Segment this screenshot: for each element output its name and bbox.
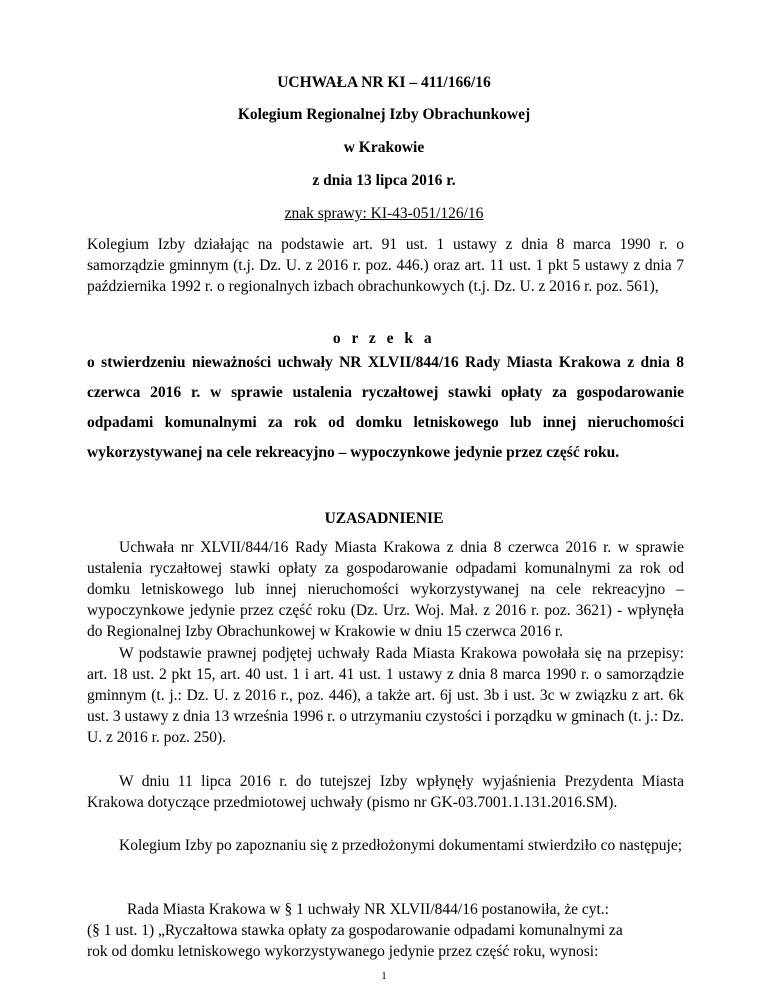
quote-block <box>87 920 684 962</box>
justification-paragraph-2: W podstawie prawnej podjętej uchwały Rada Miasta Krakowa powołała się na przepisy: art. 18 ust. 2 pkt 15, art. 40 ust. 1 i art. 41 ust. 1 ustawy z dnia 8 marca 1990 r. o samorządzie gminnym (t. j.: Dz. U. z 2016 r., poz. 446), a także art. 6j ust. 3b i ust. 3c w związku z art. 6k ust. 3 ustawy z dnia 13 września 1996 r. o utrzymaniu czystości i porządku w gminach (t. j.: Dz. U. z 2016 r. poz. 250). <box>87 645 684 746</box>
resolution-date: z dnia 13 lipca 2016 r. <box>312 172 456 189</box>
decision-text: o stwierdzeniu nieważności uchwały NR XLVII/844/16 Rady Miasta Krakowa z dnia 8 czerwca 2016 r. w sprawie ustalenia ryczałtowej stawki opłaty za gospodarowanie odpadami komunalnymi za rok od domku letniskowego lub innej nieruchomości wykorzystywanej na cele rekreacyjno – wypoczynkowe jedynie przez część roku. <box>87 354 684 461</box>
case-reference: znak sprawy: KI-43-051/126/16 <box>284 205 484 222</box>
legal-basis-paragraph: Kolegium Izby działając na podstawie art. 91 ust. 1 ustawy z dnia 8 marca 1990 r. o samorządzie gminnym (t.j. Dz. U. z 2016 r. poz. 446.) oraz art. 11 ust. 1 pkt 5 ustawy z dnia 7 października 1992 r. o regionalnych izbach obrachunkowych (t.j. Dz. U. z 2016 r. poz. 561), <box>87 236 684 295</box>
justification-paragraph-4: Kolegium Izby po zapoznaniu się z przedłożonymi dokumentami stwierdziło co następuje; <box>119 837 683 854</box>
justification-paragraph-1: Uchwała nr XLVII/844/16 Rady Miasta Krakowa z dnia 8 czerwca 2016 r. w sprawie ustalenia ryczałtowej stawki opłaty za gospodarowanie odpadami komunalnymi za rok od domku letniskowego lub innej nieruchomości wykorzystywanej na cele rekreacyjno – wypoczynkowe jedynie przez część roku (Dz. Urz. Woj. Mał. z 2016 r. poz. 3621) - wpłynęła do Regionalnej Izby Obrachunkowej w Krakowie w dniu 15 czerwca 2016 r. <box>87 539 684 640</box>
institution-city: w Krakowie <box>343 139 425 156</box>
page-number: 1 <box>381 970 387 982</box>
institution-name: Kolegium Regionalnej Izby Obrachunkowej <box>237 106 531 123</box>
justification-paragraph-3: W dniu 11 lipca 2016 r. do tutejszej Izby wpłynęły wyjaśnienia Prezydenta Miasta Krakowa dotyczące przedmiotowej uchwały (pismo nr GK-03.7001.1.131.2016.SM). <box>87 773 684 811</box>
resolution-title: UCHWAŁA NR KI – 411/166/16 <box>277 74 491 91</box>
quote-intro: Rada Miasta Krakowa w § 1 uchwały NR XLVII/844/16 postanowiła, że cyt.: <box>127 901 609 918</box>
justification-heading: UZASADNIENIE <box>324 510 444 527</box>
quote-line: rok od domku letniskowego wykorzystywanego jedynie przez część roku, wynosi: <box>87 943 599 960</box>
quote-line: (§ 1 ust. 1) „Ryczałtowa stawka opłaty za gospodarowanie odpadami komunalnymi za <box>87 922 623 939</box>
orzeka-heading: o r z e k a <box>332 330 436 347</box>
